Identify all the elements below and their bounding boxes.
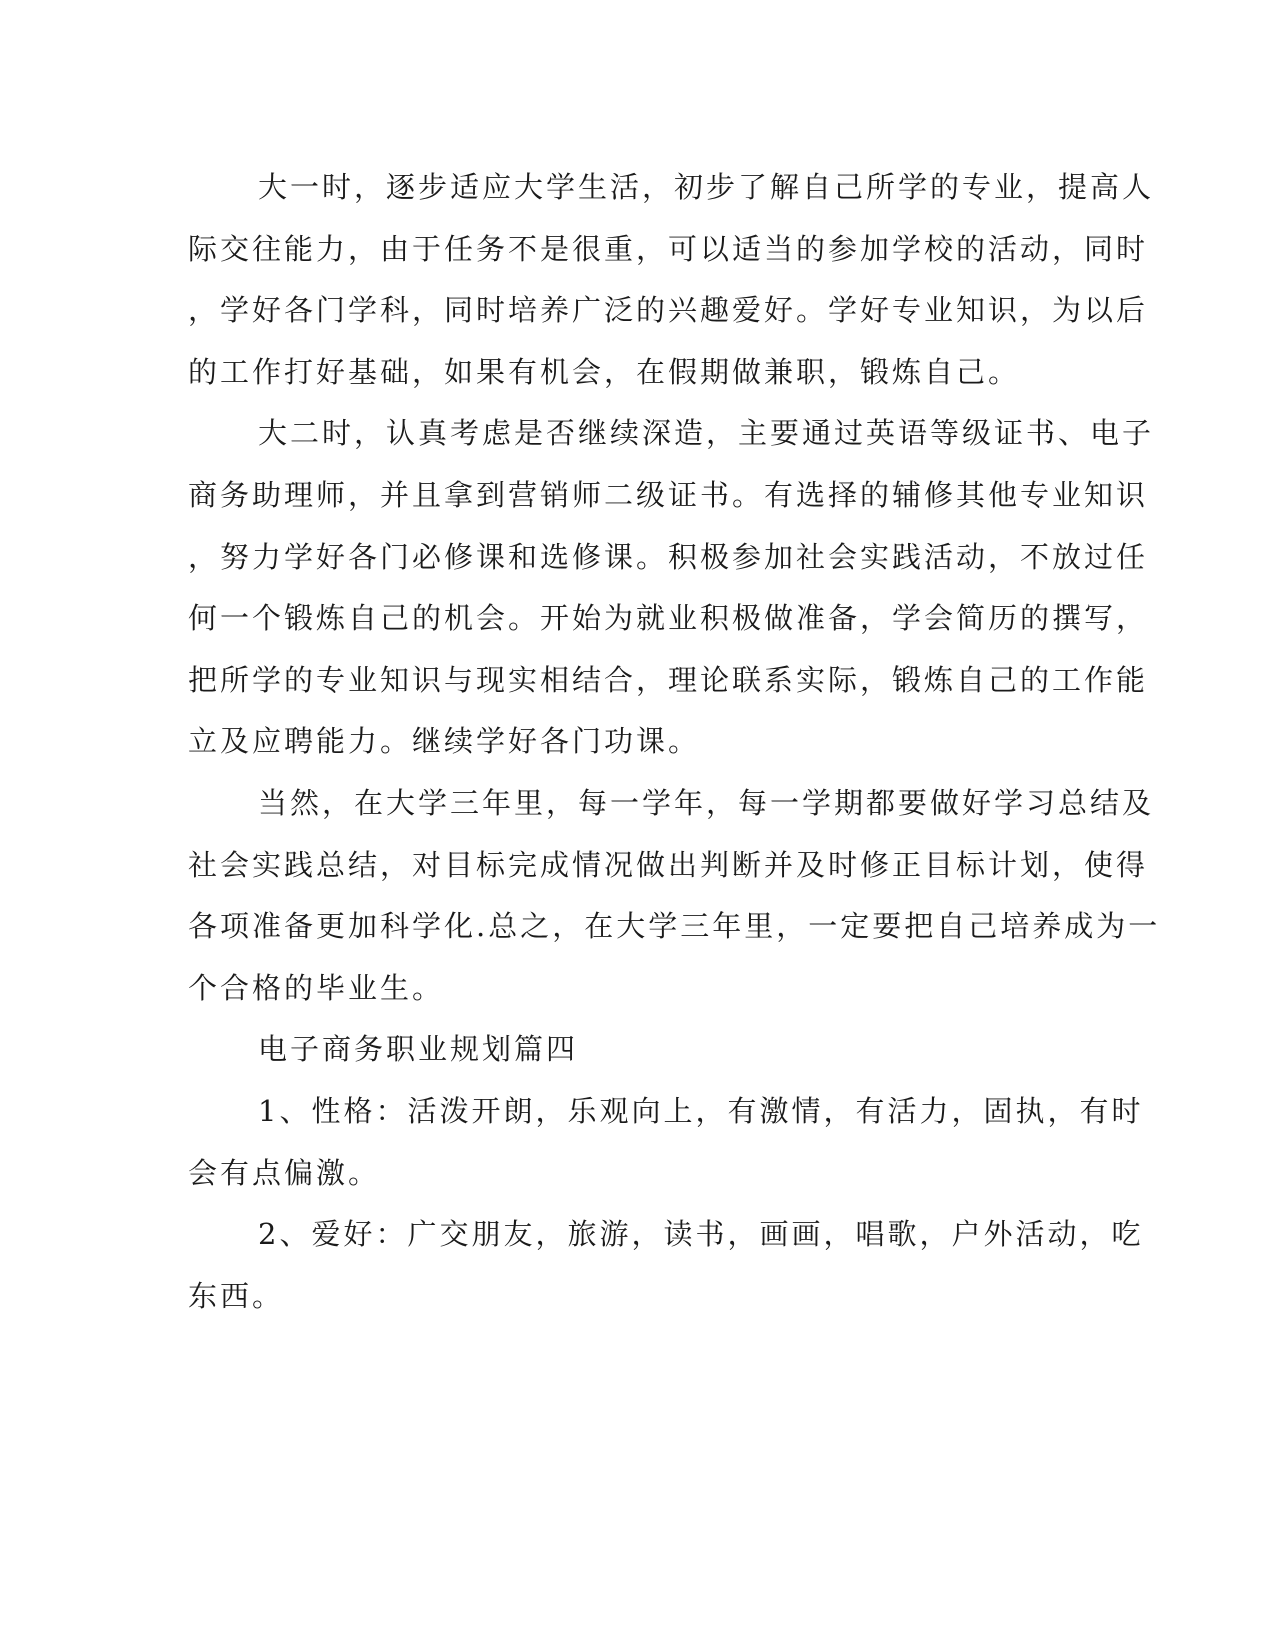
text-line: ，努力学好各门必修课和选修课。积极参加社会实践活动，不放过任 bbox=[188, 539, 1149, 574]
text-line: 何一个锻炼自己的机会。开始为就业积极做准备，学会简历的撰写， bbox=[188, 601, 1149, 636]
text-line: 大一时，逐步适应大学生活，初步了解自己所学的专业，提高人 bbox=[258, 170, 1155, 204]
text-line: ，学好各门学科，同时培养广泛的兴趣爱好。学好专业知识，为以后 bbox=[188, 293, 1149, 328]
text-line: 际交往能力，由于任务不是很重，可以适当的参加学校的活动，同时 bbox=[188, 231, 1149, 266]
text-line: 大二时，认真考虑是否继续深造，主要通过英语等级证书、电子 bbox=[258, 416, 1155, 451]
paragraph-personality bbox=[188, 1081, 1144, 1204]
paragraph-hobbies bbox=[188, 1204, 1144, 1327]
text-line: 社会实践总结，对目标完成情况做出判断并及时修正目标计划，使得 bbox=[188, 847, 1149, 882]
section-heading bbox=[188, 1019, 1074, 1081]
paragraph-three-years-summary bbox=[188, 773, 1161, 1019]
text-line: 立及应聘能力。继续学好各门功课。 bbox=[188, 724, 701, 759]
document-body bbox=[188, 157, 1161, 1327]
text-line: 当然，在大学三年里，每一学年，每一学期都要做好学习总结及 bbox=[258, 785, 1155, 820]
text-line: 把所学的专业知识与现实相结合，理论联系实际，锻炼自己的工作能 bbox=[188, 662, 1149, 697]
text-line: 各项准备更加科学化.总之，在大学三年里，一定要把自己培养成为一 bbox=[188, 909, 1161, 944]
text-line: 会有点偏激。 bbox=[188, 1155, 381, 1190]
text-line: 1、性格：活泼开朗，乐观向上，有激情，有活力，固执，有时 bbox=[258, 1093, 1144, 1128]
text-line: 2、爱好：广交朋友，旅游，读书，画画，唱歌，户外活动，吃 bbox=[258, 1217, 1144, 1252]
section-title: 电子商务职业规划篇四 bbox=[258, 1032, 579, 1067]
paragraph-sophomore-year bbox=[188, 403, 1155, 773]
text-line: 商务助理师，并且拿到营销师二级证书。有选择的辅修其他专业知识 bbox=[188, 477, 1149, 512]
paragraph-freshman-year bbox=[188, 157, 1155, 403]
text-line: 东西。 bbox=[188, 1278, 285, 1313]
text-line: 个合格的毕业生。 bbox=[188, 970, 445, 1005]
text-line: 的工作打好基础，如果有机会，在假期做兼职，锻炼自己。 bbox=[188, 354, 1021, 389]
